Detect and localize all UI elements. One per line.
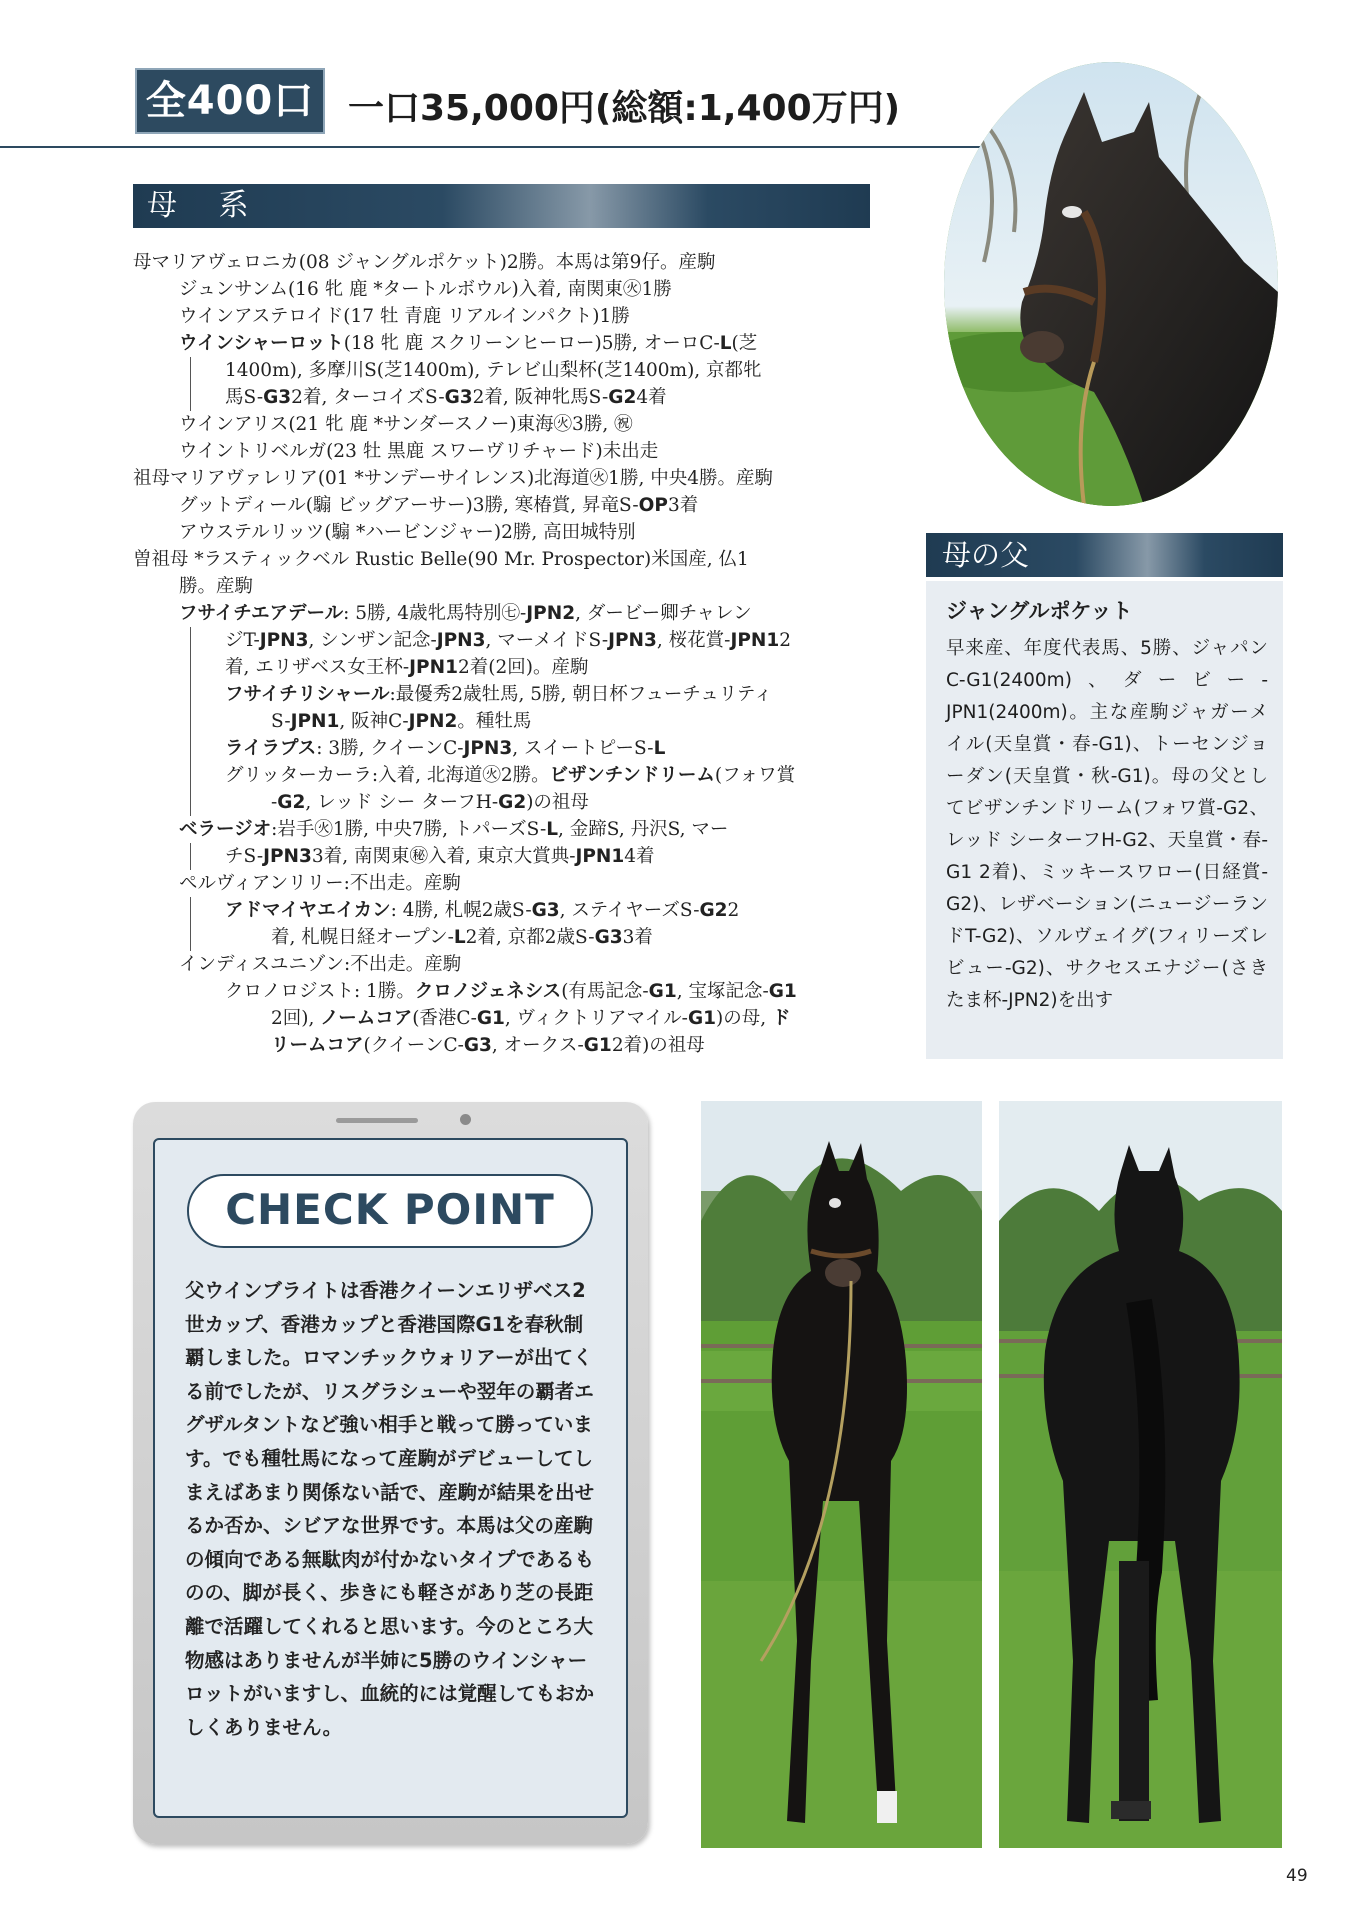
pedigree-branch-line [190,762,191,789]
pedigree-bold-text: ビザンチンドリーム [549,765,715,786]
pedigree-bold-text: JPN3 [259,630,309,651]
pedigree-line [133,600,878,627]
pedigree-text: 祖母マリアヴァレリア(01 *サンデーサイレンス)北海道㊋1勝, 中央4勝。産駒 [133,468,773,489]
pedigree-line [133,816,878,843]
pedigree-branch-line [190,708,191,735]
pedigree-text: ジュンサンム(16 牝 鹿 *タートルボウル)入着, 南関東㊋1勝 [179,279,672,300]
pedigree-line [133,654,878,681]
pedigree-text: : 4勝, 札幌2歳S- [390,900,532,921]
price-title: 一口35,000円(総額:1,400万円) [348,88,901,129]
header-rule [0,146,1012,148]
pedigree-text: , ヴィクトリアマイル- [504,1008,688,1029]
pedigree-bold-text: JPN1 [409,657,458,678]
pedigree-line [133,870,878,897]
pedigree-text: ジT- [225,630,260,651]
pedigree-text: 3着, 南関東㊙入着, 東京大賞典- [311,846,576,867]
pedigree-text: 1400m), 多摩川S(芝1400m), テレビ山梨杯(芝1400m), 京都牝 [225,360,762,381]
tablet-camera-dot [460,1114,471,1125]
pedigree-bold-text: G3 [263,387,292,408]
pedigree-line [133,708,878,735]
pedigree-bold-text: フサイチエアデール [179,603,344,624]
pedigree-bold-text: G1 [476,1008,505,1029]
pedigree-bold-text: G2 [608,387,637,408]
check-point-screen [153,1138,628,1818]
dam-pedigree-text [133,249,878,1059]
horse-front-photo [701,1101,982,1848]
pedigree-line [133,789,878,816]
pedigree-text: )の祖母 [526,792,589,813]
pedigree-text: 2着, ターコイズS- [291,387,445,408]
pedigree-text: 4着 [636,387,667,408]
pedigree-bold-text: JPN1 [290,711,340,732]
pedigree-bold-text: G2 [699,900,728,921]
pedigree-line [133,438,878,465]
pedigree-branch-line [190,789,191,816]
pedigree-bold-text: ノームコア [320,1008,413,1029]
pedigree-line [133,384,878,411]
pedigree-text: , オークス- [491,1035,584,1056]
pedigree-line [133,546,878,573]
pedigree-line [133,276,878,303]
pedigree-bold-text: L [453,927,466,948]
pedigree-text: , レッド シー ターフH- [305,792,499,813]
pedigree-bold-text: クロノジェネシス [414,981,562,1002]
pedigree-text: ウインアステロイド(17 牡 青鹿 リアルインパクト)1勝 [179,306,630,327]
pedigree-line [133,681,878,708]
pedigree-line [133,411,878,438]
pedigree-bold-text: G3 [444,387,473,408]
pedigree-text: :岩手㊋1勝, 中央7勝, トパーズS- [271,819,547,840]
pedigree-bold-text: L [653,738,666,759]
pedigree-branch-line [190,627,191,654]
pedigree-line [133,897,878,924]
check-point-panel [133,1102,648,1844]
pedigree-bold-text: G1 [583,1035,612,1056]
pedigree-text: 母マリアヴェロニカ(08 ジャングルポケット)2勝。本馬は第9仔。産駒 [133,252,716,273]
pedigree-text: クロノロジスト: 1勝。 [225,981,415,1002]
pedigree-text: グットディール(騸 ビッグアーサー)3勝, 寒椿賞, 昇竜S- [179,495,639,516]
pedigree-text: 3着 [667,495,699,516]
pedigree-bold-text: G3 [594,927,623,948]
pedigree-text: 2 [727,900,740,921]
pedigree-bold-text: JPN1 [575,846,625,867]
pedigree-text: グリッターカーラ:入着, 北海道㊋2勝。 [225,765,550,786]
pedigree-line [133,762,878,789]
pedigree-line [133,330,878,357]
pedigree-text: 着, 札幌日経オープン- [271,927,454,948]
pedigree-text: (芝 [731,333,758,354]
pedigree-bold-text: JPN1 [730,630,780,651]
pedigree-line [133,303,878,330]
pedigree-bold-text: G3 [531,900,560,921]
pedigree-line [133,978,878,1005]
pedigree-branch-line [190,843,191,870]
pedigree-bold-text: L [546,819,559,840]
damsire-name: ジャングルポケット [946,599,1133,623]
pedigree-text: , 阪神C- [339,711,409,732]
pedigree-text: 2 [779,630,792,651]
pedigree-line [133,1005,878,1032]
pedigree-text: (香港C- [412,1008,477,1029]
pedigree-text: チS- [225,846,264,867]
pedigree-text: 2着, 阪神牝馬S- [472,387,609,408]
pedigree-bold-text: アドマイヤエイカン [225,900,391,921]
pedigree-branch-line [190,384,191,411]
horse-rear-photo [999,1101,1282,1848]
pedigree-bold-text: JPN3 [263,846,312,867]
pedigree-text: : 3勝, クイーンC- [316,738,464,759]
pedigree-text: , スイートピーS- [512,738,654,759]
pedigree-text: , ダービー卿チャレン [575,603,752,624]
pedigree-line [133,492,878,519]
pedigree-bold-text: ド [771,1008,791,1029]
pedigree-text: アウステルリッツ(騸 *ハービンジャー)2勝, 高田城特別 [179,522,636,543]
pedigree-text: ウインアリス(21 牝 鹿 *サンダースノー)東海㊋3勝, ㊗ [179,414,633,435]
pedigree-bold-text: G1 [768,981,797,1002]
page-number: 49 [1286,1866,1308,1886]
pedigree-text: 馬S- [225,387,264,408]
damsire-description: 早来産、年度代表馬、5勝、ジャパンC-G1(2400m)、ダービー-JPN1(2400m)。主な産駒ジャガーメイル(天皇賞・春-G1)、トーセンジョーダン(天皇賞・秋-G1)。母の父としてビザンチンドリーム(フォワ賞-G2、レッド シーターフH-G2、天皇賞・春-G1 2着)、ミッキースワロー(日経賞-G2)、レザベーション(ニュージーランドT-G2)、ソルヴェイグ(フィリーズレビュー-G2)、サクセスエナジー(さきたま杯-JPN2)を出す [946,638,1268,1011]
pedigree-text: , 桜花賞- [656,630,731,651]
pedigree-text: 勝。産駒 [179,576,254,597]
pedigree-text: :最優秀2歳牡馬, 5勝, 朝日杯フューチュリティ [389,684,773,705]
pedigree-bold-text: G1 [687,1008,716,1029]
pedigree-branch-line [190,357,191,384]
pedigree-bold-text: リームコア [271,1035,364,1056]
pedigree-line [133,735,878,762]
pedigree-text: , 金蹄S, 丹沢S, マー [558,819,729,840]
pedigree-text: , 宝塚記念- [676,981,769,1002]
pedigree-line [133,951,878,978]
pedigree-line [133,357,878,384]
pedigree-bold-text: JPN3 [463,738,513,759]
pedigree-branch-line [190,654,191,681]
pedigree-bold-text: JPN3 [608,630,657,651]
pedigree-bold-text: ライラプス [225,738,317,759]
pedigree-text: (18 牝 鹿 スクリーンヒーロー)5勝, オーロC- [343,333,720,354]
pedigree-text: 曽祖母 *ラスティックベル Rustic Belle(90 Mr. Prospector)米国産, 仏1 [133,549,749,570]
pedigree-text: ペルヴィアンリリー:不出走。産駒 [179,873,461,894]
pedigree-text: 2着, 京都2歳S- [465,927,595,948]
pedigree-line [133,924,878,951]
pedigree-text: )の母, [716,1008,772,1029]
pedigree-text: 4着 [624,846,655,867]
pedigree-text: (フォワ賞 [714,765,796,786]
pedigree-text: 着, エリザベス女王杯- [225,657,410,678]
pedigree-bold-text: フサイチリシャール [225,684,390,705]
damsire-section-heading: 母の父 [926,533,1283,577]
check-point-title: CHECK POINT [187,1174,593,1248]
pedigree-bold-text: JPN2 [408,711,458,732]
pedigree-line [133,1032,878,1059]
pedigree-text: (クイーンC- [363,1035,464,1056]
pedigree-text: S- [271,711,291,732]
pedigree-branch-line [190,681,191,708]
pedigree-text: 2回), [271,1008,321,1029]
pedigree-text: 2着)の祖母 [611,1035,705,1056]
damsire-info-box [926,581,1283,1059]
check-point-text: 父ウインブライトは香港クイーンエリザベス2世カップ、香港カップと香港国際G1を春秋制覇しました。ロマンチックウォリアーが出てくる前でしたが、リスグラシューや翌年の覇者エグザルタントなど強い相手と戦って勝っています。でも種牡馬になって産駒がデビューしてしまえばあまり関係ない話で、産駒が結果を出せるか否か、シビアな世界です。本馬は父の産駒の傾向である無駄肉が付かないタイプであるものの、脚が長く、歩きにも軽さがあり芝の長距離で活躍してくれると思います。今のところ大物感はありませんが半姉に5勝のウインシャーロットがいますし、血統的には覚醒してもおかしくありません。 [185,1279,595,1739]
pedigree-text: , マーメイドS- [485,630,609,651]
pedigree-line [133,843,878,870]
pedigree-bold-text: G1 [648,981,677,1002]
pedigree-line [133,465,878,492]
pedigree-bold-text: ウインシャーロット [179,333,344,354]
pedigree-bold-text: G3 [463,1035,492,1056]
pedigree-branch-line [190,924,191,951]
pedigree-text: : 5勝, 4歳牝馬特別㊆- [343,603,527,624]
pedigree-text: - [271,792,278,813]
pedigree-text: , シンザン記念- [308,630,437,651]
pedigree-bold-text: L [719,333,732,354]
pedigree-text: , ステイヤーズS- [559,900,700,921]
pedigree-bold-text: ベラージオ [179,819,272,840]
pedigree-bold-text: OP [638,495,668,516]
pedigree-line [133,573,878,600]
pedigree-bold-text: G2 [277,792,306,813]
pedigree-branch-line [190,735,191,762]
pedigree-text: インディスユニゾン:不出走。産駒 [179,954,462,975]
dam-section-heading: 母 系 [133,184,870,228]
pedigree-bold-text: G2 [498,792,527,813]
tablet-speaker-slot [336,1118,418,1123]
pedigree-line [133,627,878,654]
pedigree-line [133,519,878,546]
pedigree-text: 2着(2回)。産駒 [457,657,589,678]
horse-head-photo [944,62,1278,506]
lot-count-badge: 全400口 [135,68,325,134]
pedigree-branch-line [190,897,191,924]
pedigree-bold-text: JPN2 [526,603,576,624]
pedigree-text: 3着 [622,927,653,948]
pedigree-line [133,249,878,276]
pedigree-text: 。種牡馬 [457,711,532,732]
pedigree-text: (有馬記念- [561,981,649,1002]
pedigree-text: ウイントリベルガ(23 牡 黒鹿 スワーヴリチャード)未出走 [179,441,659,462]
pedigree-bold-text: JPN3 [436,630,486,651]
